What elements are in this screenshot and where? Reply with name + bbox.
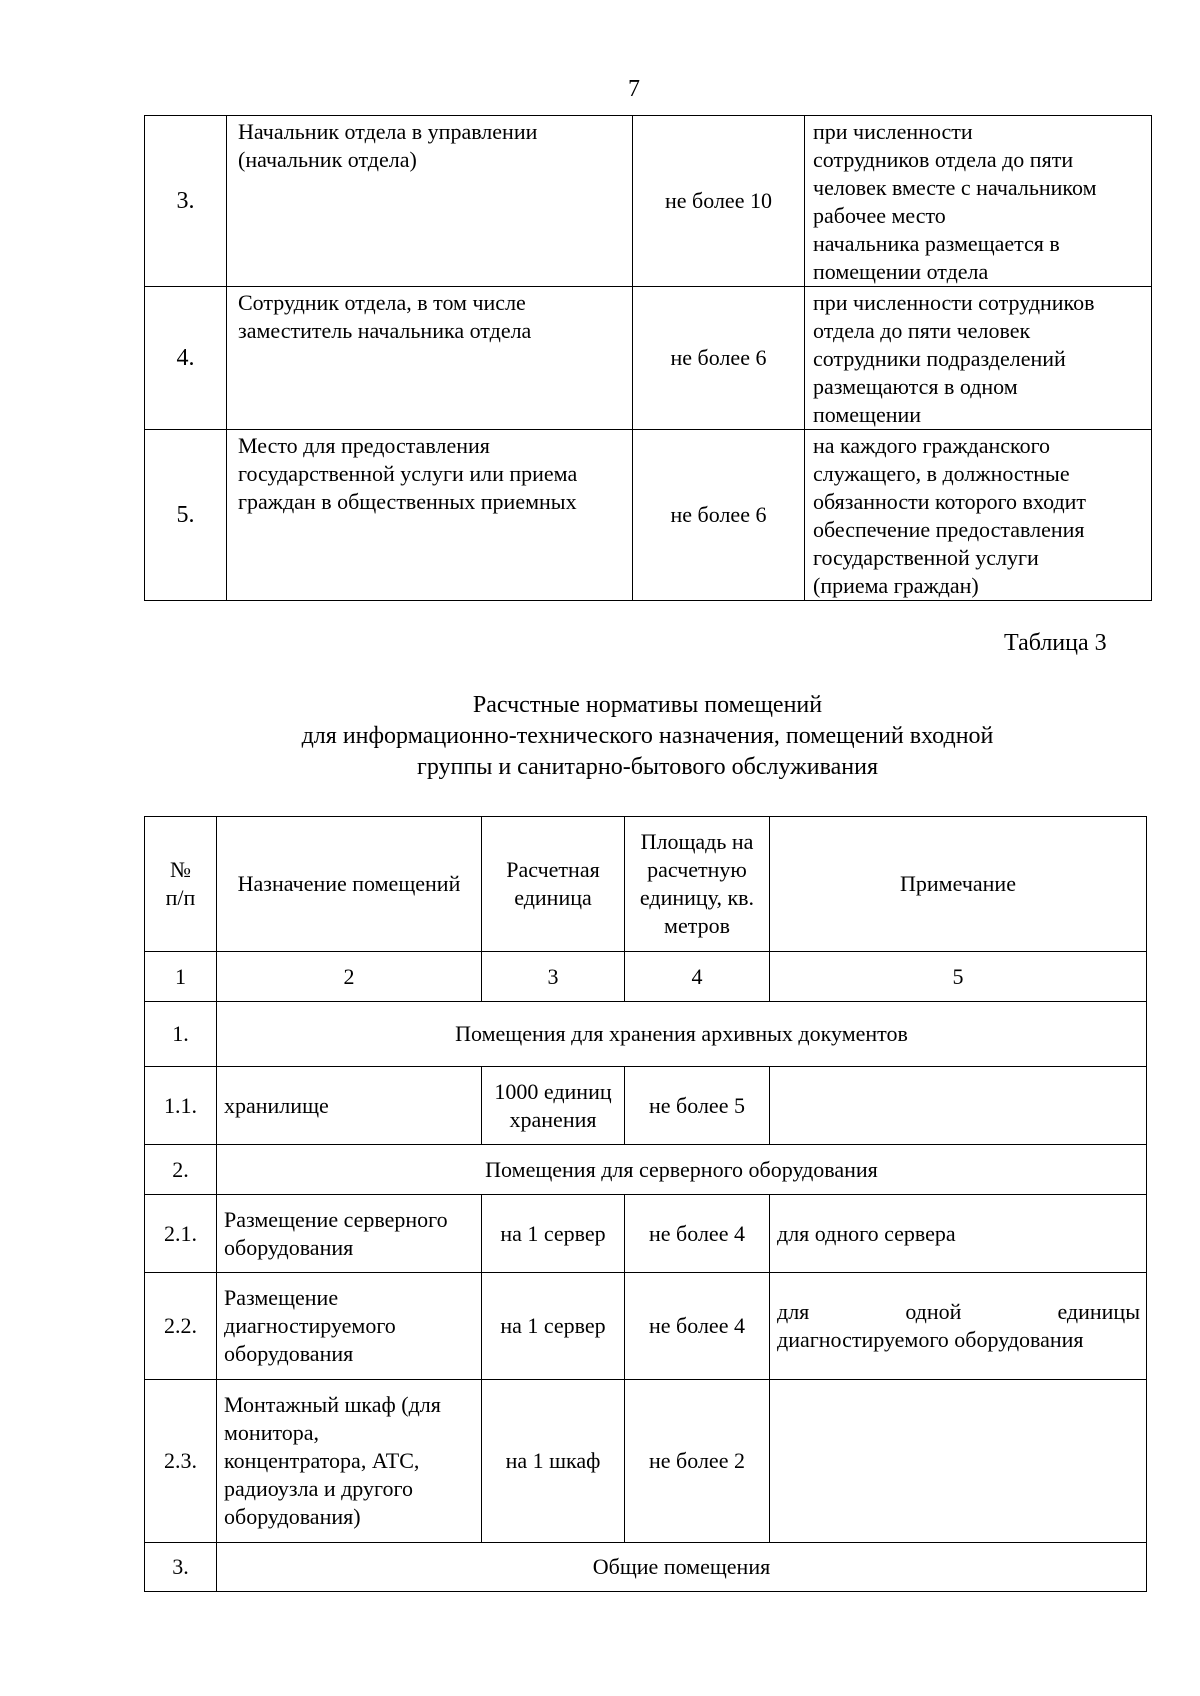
calc-unit: на 1 сервер	[482, 1195, 625, 1273]
area-norm: не более 6	[633, 287, 805, 430]
calc-unit: на 1 шкаф	[482, 1380, 625, 1543]
room-purpose: Размещение диагностируемого оборудования	[217, 1273, 482, 1380]
area-norm: не более 5	[625, 1067, 770, 1145]
note-word: единицы	[1057, 1299, 1140, 1324]
section-row	[145, 1543, 1147, 1592]
room-purpose: хранилище	[217, 1067, 482, 1145]
area-norm: не более 2	[625, 1380, 770, 1543]
section-title: Общие помещения	[217, 1543, 1147, 1592]
area-norm: не более 4	[625, 1195, 770, 1273]
section-number: 2.	[145, 1145, 217, 1195]
column-number: 2	[217, 952, 482, 1002]
column-number: 4	[625, 952, 770, 1002]
table-3	[144, 816, 1147, 1592]
position-name: Сотрудник отдела, в том числе заместитель начальника отдела	[227, 287, 633, 430]
section-row	[145, 1002, 1147, 1067]
calc-unit: 1000 единиц хранения	[482, 1067, 625, 1145]
section-number: 3.	[145, 1543, 217, 1592]
table-row	[145, 1273, 1147, 1380]
table-row	[145, 116, 1152, 287]
position-name: Место для предоставления государственной услуги или приема граждан в общественных приемных	[227, 430, 633, 601]
area-norm: не более 10	[633, 116, 805, 287]
table-2-continued	[144, 115, 1152, 601]
note	[770, 1380, 1147, 1543]
table-title: Расчстные нормативы помещений для информационно-технического назначения, помещений входной группы и санитарно-бытового обслуживания	[301, 692, 994, 780]
note: для одной единицы диагностируемого оборудования	[770, 1273, 1147, 1380]
row-number: 2.2.	[145, 1273, 217, 1380]
section-title: Помещения для хранения архивных документов	[217, 1002, 1147, 1067]
row-number: 1.1.	[145, 1067, 217, 1145]
header-unit: Расчетная единица	[482, 817, 625, 952]
table-label: Таблица 3	[1004, 630, 1107, 656]
note-word: для	[777, 1299, 810, 1324]
table-row	[145, 430, 1152, 601]
section-title: Помещения для серверного оборудования	[217, 1145, 1147, 1195]
table-row	[145, 1380, 1147, 1543]
table-row	[145, 1067, 1147, 1145]
column-number: 1	[145, 952, 217, 1002]
row-number: 3.	[145, 116, 227, 287]
note: при численности сотрудников отдела до пяти человек вместе с начальником рабочее место начальника размещается в помещении отдела	[805, 116, 1152, 287]
header-row	[145, 817, 1147, 952]
header-note: Примечание	[770, 817, 1147, 952]
note	[770, 1067, 1147, 1145]
header-number: № п/п	[145, 817, 217, 952]
calc-unit: на 1 сервер	[482, 1273, 625, 1380]
row-number: 5.	[145, 430, 227, 601]
table-row	[145, 1195, 1147, 1273]
area-norm: не более 6	[633, 430, 805, 601]
column-number: 5	[770, 952, 1147, 1002]
note-word: одной	[905, 1299, 962, 1324]
section-number: 1.	[145, 1002, 217, 1067]
header-area: Площадь на расчетную единицу, кв. метров	[625, 817, 770, 952]
header-purpose: Назначение помещений	[217, 817, 482, 952]
page-number: 7	[628, 76, 640, 102]
note: при численности сотрудников отдела до пяти человек сотрудники подразделений размещаются в одном помещении	[805, 287, 1152, 430]
column-numbers-row	[145, 952, 1147, 1002]
note: для одного сервера	[770, 1195, 1147, 1273]
note-line-justified	[777, 1298, 1140, 1326]
room-purpose: Размещение серверного оборудования	[217, 1195, 482, 1273]
column-number: 3	[482, 952, 625, 1002]
room-purpose: Монтажный шкаф (для монитора, концентратора, АТС, радиоузла и другого оборудования)	[217, 1380, 482, 1543]
area-norm: не более 4	[625, 1273, 770, 1380]
table-row	[145, 287, 1152, 430]
row-number: 2.3.	[145, 1380, 217, 1543]
position-name: Начальник отдела в управлении (начальник отдела)	[227, 116, 633, 287]
section-row	[145, 1145, 1147, 1195]
row-number: 4.	[145, 287, 227, 430]
note: на каждого гражданского служащего, в должностные обязанности которого входит обеспечение предоставления государственной услуги (приема граждан)	[805, 430, 1152, 601]
row-number: 2.1.	[145, 1195, 217, 1273]
